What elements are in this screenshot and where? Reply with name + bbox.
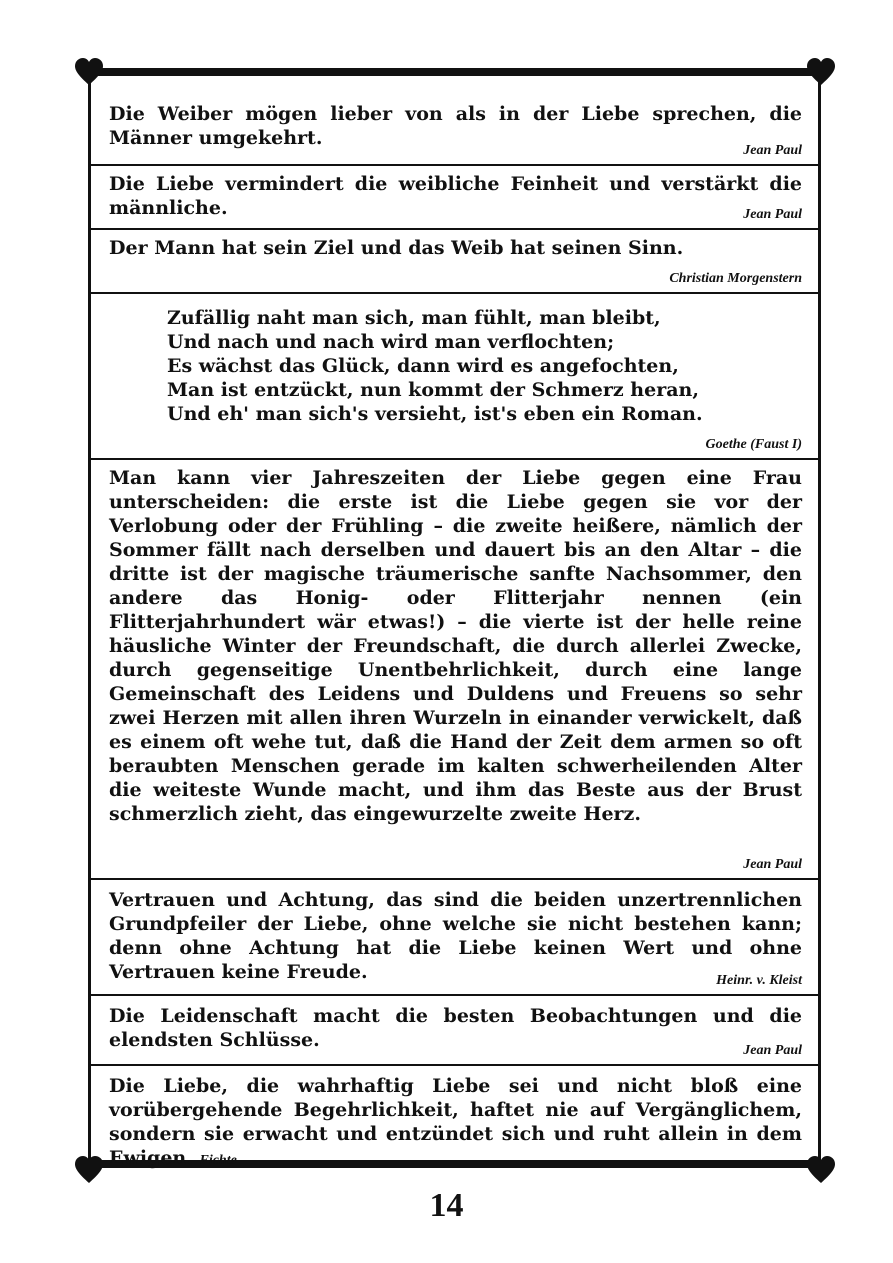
- quote-author: Heinr. v. Kleist: [716, 973, 802, 988]
- quote-2: [91, 166, 818, 230]
- quote-list: [91, 76, 818, 1169]
- quote-author: Fichte: [199, 1153, 237, 1168]
- quote-author: Christian Morgenstern: [669, 271, 802, 286]
- quote-3: [91, 230, 818, 294]
- quote-1: [91, 76, 818, 166]
- quote-text: Man kann vier Jahreszeiten der Liebe gegen eine Frau unterscheiden: die erste ist die Liebe gegen sie vor der Verlobung oder der Frühling – die zweite heißere, nämlich der Sommer fällt nach derselben und dauert bis an den Altar – die dritte ist der magische träumerische sanfte Nachsommer, den andere das Honig- oder Flitterjahr nennen (ein Flitterjahrhundert wär etwas!) – die vierte ist der helle reine häusliche Winter der Freundschaft, die durch allerlei Zwecke, durch gegenseitige Unentbehrlichkeit, durch eine lange Gemeinschaft des Leidens und Duldens und Freuens so sehr zwei Herzen mit allen ihren Wurzeln in einander verwickelt, daß es einem oft wehe tut, daß die Hand der Zeit dem armen so oft beraubten Menschen gerade im kalten schwerheilenden Alter die weiteste Wunde macht, und ihm das Beste aus der Brust schmerzlich zieht, das eingewurzelte zweite Herz.: [109, 467, 802, 825]
- poem-line: Und eh' man sich's versieht, ist's eben ein Roman.: [167, 403, 703, 425]
- poem-line: Zufällig naht man sich, man fühlt, man bleibt,: [167, 307, 661, 329]
- quote-8: [91, 1066, 818, 1169]
- poem-line: Und nach und nach wird man verflochten;: [167, 331, 615, 353]
- quote-6: [91, 880, 818, 996]
- quote-text: Die Leidenschaft macht die besten Beobachtungen und die elendsten Schlüsse.: [109, 1005, 802, 1051]
- quote-text: [109, 1074, 802, 1173]
- quote-5: [91, 460, 818, 880]
- quote-author: Jean Paul: [743, 1043, 802, 1058]
- quote-author: Jean Paul: [743, 207, 802, 222]
- quote-text: Der Mann hat sein Ziel und das Weib hat seinen Sinn.: [109, 237, 684, 259]
- quote-author: Jean Paul: [743, 857, 802, 872]
- quote-text: Vertrauen und Achtung, das sind die beiden unzertrennlichen Grundpfeiler der Liebe, ohne welche sie nicht bestehen kann; denn ohne Achtung hat die Liebe keinen Wert und ohne Vertrauen keine Freude.: [109, 889, 802, 983]
- poem-line: Es wächst das Glück, dann wird es angefochten,: [167, 355, 679, 377]
- page-number: 14: [429, 1187, 464, 1224]
- quote-author: Jean Paul: [743, 143, 802, 158]
- quote-text: Die Weiber mögen lieber von als in der Liebe sprechen, die Männer umgekehrt.: [109, 103, 802, 149]
- poem-line: Man ist entzückt, nun kommt der Schmerz heran,: [167, 379, 699, 401]
- quote-4-poem: [91, 294, 818, 460]
- quote-7: [91, 996, 818, 1066]
- quote-author: Goethe (Faust I): [705, 437, 802, 452]
- quote-text: Die Liebe vermindert die weibliche Feinheit und verstärkt die männliche.: [109, 173, 802, 219]
- quote-text-body: Die Liebe, die wahrhaftig Liebe sei und nicht bloß eine vorübergehende Begehrlichkeit, haftet nie auf Vergänglichem, sondern sie erwacht und entzündet sich und ruht allein in dem Ewigen.: [109, 1075, 802, 1169]
